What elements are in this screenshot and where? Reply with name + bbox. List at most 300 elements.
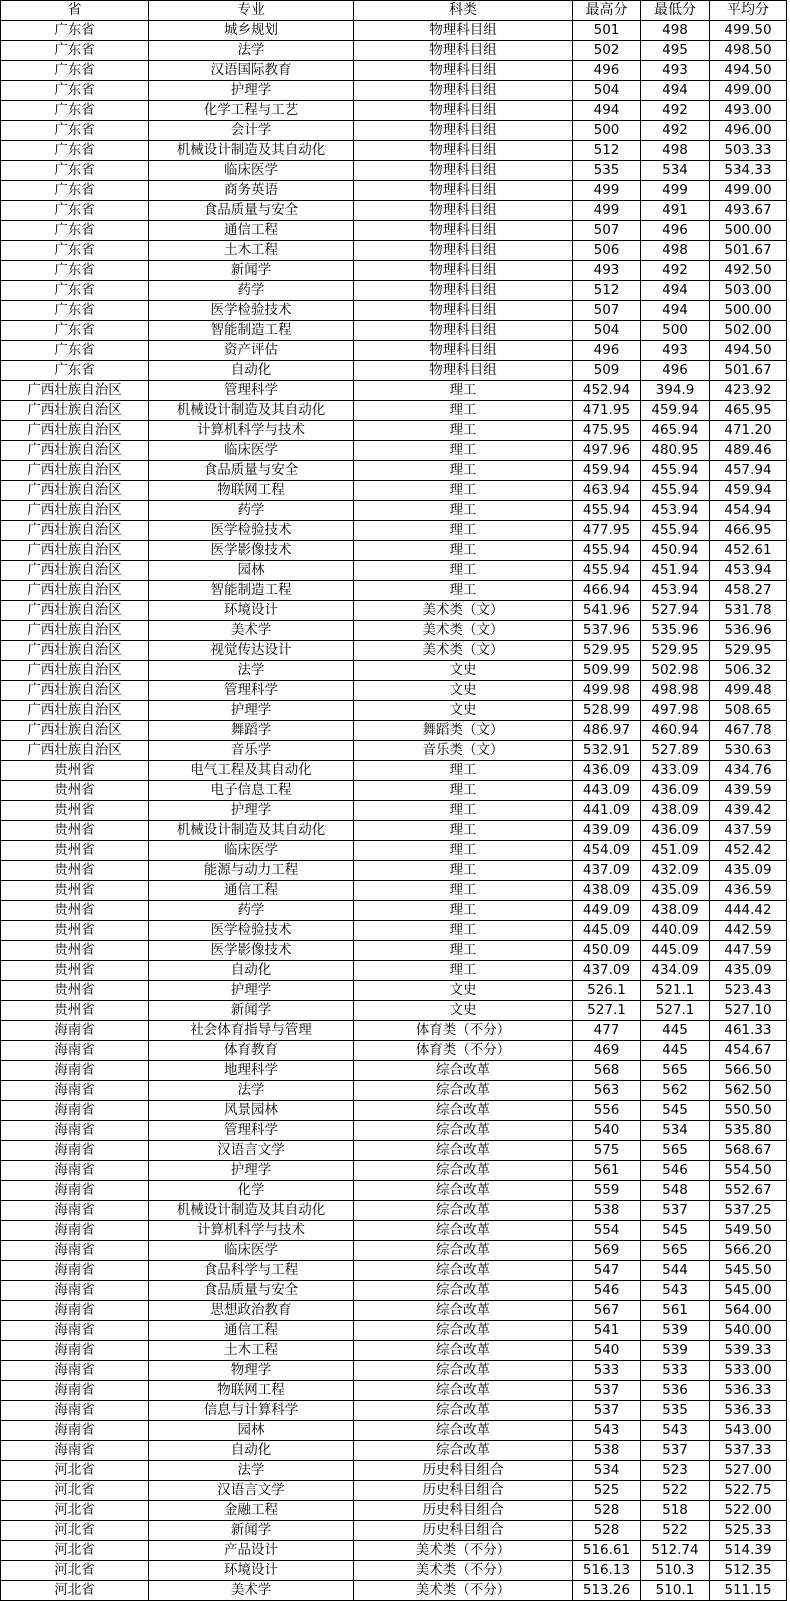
table-row: [1, 201, 787, 221]
cell-min-score: 455.94: [641, 481, 710, 501]
table-row: [1, 161, 787, 181]
cell-max-score: 477: [573, 1021, 641, 1041]
cell-province: 海南省: [1, 1441, 149, 1461]
cell-max-score: 512: [573, 141, 641, 161]
cell-max-score: 441.09: [573, 801, 641, 821]
cell-avg-score: 434.76: [710, 761, 787, 781]
table-row: [1, 1501, 787, 1521]
table-row: [1, 281, 787, 301]
table-row: [1, 1401, 787, 1421]
cell-category: 理工: [354, 921, 573, 941]
table-row: [1, 861, 787, 881]
cell-max-score: 437.09: [573, 961, 641, 981]
cell-province: 河北省: [1, 1561, 149, 1581]
cell-major: 资产评估: [149, 341, 354, 361]
cell-avg-score: 529.95: [710, 641, 787, 661]
table-row: [1, 61, 787, 81]
cell-max-score: 497.96: [573, 441, 641, 461]
cell-max-score: 486.97: [573, 721, 641, 741]
cell-max-score: 516.13: [573, 1561, 641, 1581]
cell-category: 理工: [354, 481, 573, 501]
cell-max-score: 436.09: [573, 761, 641, 781]
cell-category: 历史科目组合: [354, 1481, 573, 1501]
cell-province: 广东省: [1, 21, 149, 41]
cell-major: 通信工程: [149, 881, 354, 901]
cell-min-score: 543: [641, 1281, 710, 1301]
cell-category: 理工: [354, 801, 573, 821]
cell-avg-score: 564.00: [710, 1301, 787, 1321]
cell-avg-score: 435.09: [710, 861, 787, 881]
table-row: [1, 1541, 787, 1561]
cell-province: 海南省: [1, 1341, 149, 1361]
cell-province: 广西壮族自治区: [1, 501, 149, 521]
table-row: [1, 101, 787, 121]
cell-avg-score: 537.25: [710, 1201, 787, 1221]
cell-avg-score: 566.50: [710, 1061, 787, 1081]
cell-max-score: 493: [573, 261, 641, 281]
table-row: [1, 1581, 787, 1601]
cell-min-score: 494: [641, 301, 710, 321]
cell-category: 综合改革: [354, 1101, 573, 1121]
cell-category: 物理科目组: [354, 81, 573, 101]
cell-min-score: 502.98: [641, 661, 710, 681]
cell-avg-score: 435.09: [710, 961, 787, 981]
cell-max-score: 499.98: [573, 681, 641, 701]
cell-major: 汉语言文学: [149, 1141, 354, 1161]
cell-province: 广西壮族自治区: [1, 741, 149, 761]
cell-max-score: 445.09: [573, 921, 641, 941]
cell-avg-score: 511.15: [710, 1581, 787, 1601]
table-row: [1, 1061, 787, 1081]
cell-min-score: 465.94: [641, 421, 710, 441]
cell-province: 广东省: [1, 321, 149, 341]
cell-avg-score: 523.43: [710, 981, 787, 1001]
cell-major: 自动化: [149, 961, 354, 981]
cell-category: 物理科目组: [354, 221, 573, 241]
cell-min-score: 521.1: [641, 981, 710, 1001]
cell-major: 计算机科学与技术: [149, 421, 354, 441]
cell-province: 河北省: [1, 1481, 149, 1501]
table-row: [1, 221, 787, 241]
cell-major: 通信工程: [149, 221, 354, 241]
cell-province: 广西壮族自治区: [1, 541, 149, 561]
cell-max-score: 438.09: [573, 881, 641, 901]
cell-major: 通信工程: [149, 1321, 354, 1341]
cell-max-score: 532.91: [573, 741, 641, 761]
cell-province: 贵州省: [1, 761, 149, 781]
cell-category: 物理科目组: [354, 161, 573, 181]
table-row: [1, 1261, 787, 1281]
cell-category: 理工: [354, 401, 573, 421]
cell-min-score: 565: [641, 1241, 710, 1261]
cell-category: 舞蹈类（文）: [354, 721, 573, 741]
cell-max-score: 556: [573, 1101, 641, 1121]
cell-major: 医学影像技术: [149, 941, 354, 961]
cell-province: 海南省: [1, 1421, 149, 1441]
table-row: [1, 1561, 787, 1581]
cell-category: 理工: [354, 881, 573, 901]
cell-min-score: 527.1: [641, 1001, 710, 1021]
cell-min-score: 436.09: [641, 781, 710, 801]
cell-avg-score: 493.67: [710, 201, 787, 221]
cell-max-score: 527.1: [573, 1001, 641, 1021]
cell-min-score: 543: [641, 1421, 710, 1441]
table-row: [1, 821, 787, 841]
cell-category: 物理科目组: [354, 61, 573, 81]
cell-avg-score: 499.50: [710, 21, 787, 41]
cell-category: 物理科目组: [354, 261, 573, 281]
table-row: [1, 1341, 787, 1361]
cell-major: 临床医学: [149, 441, 354, 461]
cell-max-score: 540: [573, 1341, 641, 1361]
cell-max-score: 568: [573, 1061, 641, 1081]
cell-min-score: 498: [641, 21, 710, 41]
table-row: [1, 1021, 787, 1041]
cell-avg-score: 457.94: [710, 461, 787, 481]
cell-min-score: 539: [641, 1341, 710, 1361]
cell-province: 广东省: [1, 81, 149, 101]
cell-min-score: 545: [641, 1101, 710, 1121]
cell-province: 海南省: [1, 1221, 149, 1241]
cell-category: 综合改革: [354, 1441, 573, 1461]
cell-avg-score: 489.46: [710, 441, 787, 461]
cell-avg-score: 537.33: [710, 1441, 787, 1461]
cell-major: 药学: [149, 501, 354, 521]
cell-max-score: 496: [573, 341, 641, 361]
cell-max-score: 559: [573, 1181, 641, 1201]
table-row: [1, 1041, 787, 1061]
cell-major: 物联网工程: [149, 1381, 354, 1401]
cell-max-score: 502: [573, 41, 641, 61]
cell-province: 河北省: [1, 1541, 149, 1561]
table-row: [1, 1521, 787, 1541]
table-row: [1, 461, 787, 481]
cell-province: 广西壮族自治区: [1, 661, 149, 681]
cell-major: 商务英语: [149, 181, 354, 201]
cell-category: 综合改革: [354, 1401, 573, 1421]
cell-max-score: 535: [573, 161, 641, 181]
cell-province: 广西壮族自治区: [1, 421, 149, 441]
cell-avg-score: 458.27: [710, 581, 787, 601]
cell-category: 综合改革: [354, 1181, 573, 1201]
cell-min-score: 539: [641, 1321, 710, 1341]
table-row: [1, 1281, 787, 1301]
cell-min-score: 493: [641, 61, 710, 81]
cell-province: 河北省: [1, 1461, 149, 1481]
cell-max-score: 463.94: [573, 481, 641, 501]
cell-province: 贵州省: [1, 781, 149, 801]
cell-min-score: 497.98: [641, 701, 710, 721]
cell-avg-score: 499.00: [710, 181, 787, 201]
cell-avg-score: 550.50: [710, 1101, 787, 1121]
table-row: [1, 901, 787, 921]
cell-province: 贵州省: [1, 881, 149, 901]
cell-min-score: 496: [641, 221, 710, 241]
cell-province: 海南省: [1, 1041, 149, 1061]
cell-min-score: 495: [641, 41, 710, 61]
cell-major: 护理学: [149, 1161, 354, 1181]
cell-major: 汉语言文学: [149, 1481, 354, 1501]
cell-max-score: 507: [573, 301, 641, 321]
cell-category: 文史: [354, 701, 573, 721]
cell-province: 海南省: [1, 1301, 149, 1321]
cell-major: 食品质量与安全: [149, 1281, 354, 1301]
cell-major: 自动化: [149, 1441, 354, 1461]
cell-province: 贵州省: [1, 941, 149, 961]
cell-max-score: 437.09: [573, 861, 641, 881]
cell-province: 广西壮族自治区: [1, 681, 149, 701]
table-row: [1, 1241, 787, 1261]
table-row: [1, 1101, 787, 1121]
cell-max-score: 450.09: [573, 941, 641, 961]
cell-avg-score: 492.50: [710, 261, 787, 281]
cell-avg-score: 500.00: [710, 301, 787, 321]
cell-min-score: 453.94: [641, 501, 710, 521]
cell-min-score: 523: [641, 1461, 710, 1481]
cell-max-score: 499: [573, 181, 641, 201]
cell-category: 综合改革: [354, 1301, 573, 1321]
cell-province: 广东省: [1, 241, 149, 261]
cell-max-score: 525: [573, 1481, 641, 1501]
cell-avg-score: 503.00: [710, 281, 787, 301]
cell-avg-score: 533.00: [710, 1361, 787, 1381]
cell-max-score: 439.09: [573, 821, 641, 841]
cell-min-score: 534: [641, 1121, 710, 1141]
cell-max-score: 469: [573, 1041, 641, 1061]
cell-min-score: 529.95: [641, 641, 710, 661]
cell-min-score: 459.94: [641, 401, 710, 421]
cell-province: 广东省: [1, 221, 149, 241]
cell-avg-score: 493.00: [710, 101, 787, 121]
cell-category: 综合改革: [354, 1141, 573, 1161]
header-major: 专业: [149, 1, 354, 21]
cell-major: 食品科学与工程: [149, 1261, 354, 1281]
cell-avg-score: 545.50: [710, 1261, 787, 1281]
cell-max-score: 561: [573, 1161, 641, 1181]
cell-avg-score: 499.00: [710, 81, 787, 101]
cell-min-score: 512.74: [641, 1541, 710, 1561]
cell-max-score: 499: [573, 201, 641, 221]
cell-avg-score: 498.50: [710, 41, 787, 61]
cell-major: 药学: [149, 901, 354, 921]
cell-min-score: 440.09: [641, 921, 710, 941]
cell-province: 海南省: [1, 1321, 149, 1341]
cell-category: 物理科目组: [354, 361, 573, 381]
cell-avg-score: 436.59: [710, 881, 787, 901]
cell-province: 广西壮族自治区: [1, 581, 149, 601]
cell-category: 理工: [354, 381, 573, 401]
cell-major: 法学: [149, 1461, 354, 1481]
cell-major: 食品质量与安全: [149, 201, 354, 221]
table-row: [1, 1321, 787, 1341]
cell-avg-score: 459.94: [710, 481, 787, 501]
cell-major: 新闻学: [149, 1521, 354, 1541]
table-row: [1, 21, 787, 41]
cell-avg-score: 525.33: [710, 1521, 787, 1541]
cell-max-score: 546: [573, 1281, 641, 1301]
cell-province: 广西壮族自治区: [1, 461, 149, 481]
cell-max-score: 526.1: [573, 981, 641, 1001]
cell-min-score: 394.9: [641, 381, 710, 401]
cell-province: 广西壮族自治区: [1, 561, 149, 581]
cell-province: 广西壮族自治区: [1, 701, 149, 721]
cell-avg-score: 527.00: [710, 1461, 787, 1481]
cell-province: 海南省: [1, 1381, 149, 1401]
cell-max-score: 512: [573, 281, 641, 301]
cell-category: 物理科目组: [354, 21, 573, 41]
table-row: [1, 661, 787, 681]
table-row: [1, 1121, 787, 1141]
cell-major: 护理学: [149, 81, 354, 101]
header-province: 省: [1, 1, 149, 21]
cell-avg-score: 437.59: [710, 821, 787, 841]
cell-avg-score: 535.80: [710, 1121, 787, 1141]
cell-avg-score: 512.35: [710, 1561, 787, 1581]
cell-province: 广东省: [1, 301, 149, 321]
cell-min-score: 548: [641, 1181, 710, 1201]
cell-min-score: 510.3: [641, 1561, 710, 1581]
table-row: [1, 921, 787, 941]
table-row: [1, 1481, 787, 1501]
cell-max-score: 547: [573, 1261, 641, 1281]
cell-major: 能源与动力工程: [149, 861, 354, 881]
table-row: [1, 501, 787, 521]
cell-avg-score: 461.33: [710, 1021, 787, 1041]
cell-province: 广东省: [1, 181, 149, 201]
cell-major: 法学: [149, 661, 354, 681]
cell-category: 理工: [354, 781, 573, 801]
cell-max-score: 538: [573, 1441, 641, 1461]
cell-avg-score: 447.59: [710, 941, 787, 961]
cell-avg-score: 500.00: [710, 221, 787, 241]
cell-min-score: 436.09: [641, 821, 710, 841]
cell-category: 理工: [354, 941, 573, 961]
cell-avg-score: 439.59: [710, 781, 787, 801]
table-row: [1, 941, 787, 961]
cell-category: 理工: [354, 561, 573, 581]
cell-province: 海南省: [1, 1281, 149, 1301]
cell-avg-score: 539.33: [710, 1341, 787, 1361]
cell-min-score: 498: [641, 241, 710, 261]
table-row: [1, 141, 787, 161]
cell-category: 物理科目组: [354, 121, 573, 141]
cell-min-score: 565: [641, 1141, 710, 1161]
cell-major: 机械设计制造及其自动化: [149, 821, 354, 841]
cell-max-score: 537: [573, 1381, 641, 1401]
cell-avg-score: 562.50: [710, 1081, 787, 1101]
table-row: [1, 1161, 787, 1181]
cell-province: 广西壮族自治区: [1, 481, 149, 501]
cell-min-score: 492: [641, 101, 710, 121]
cell-max-score: 528: [573, 1501, 641, 1521]
cell-min-score: 545: [641, 1221, 710, 1241]
cell-max-score: 455.94: [573, 501, 641, 521]
cell-max-score: 501: [573, 21, 641, 41]
cell-category: 体育类（不分）: [354, 1041, 573, 1061]
cell-avg-score: 494.50: [710, 61, 787, 81]
cell-province: 广东省: [1, 281, 149, 301]
cell-major: 会计学: [149, 121, 354, 141]
cell-major: 临床医学: [149, 1241, 354, 1261]
cell-avg-score: 545.00: [710, 1281, 787, 1301]
cell-avg-score: 496.00: [710, 121, 787, 141]
cell-min-score: 492: [641, 121, 710, 141]
cell-min-score: 453.94: [641, 581, 710, 601]
cell-avg-score: 527.10: [710, 1001, 787, 1021]
cell-major: 管理科学: [149, 681, 354, 701]
cell-category: 美术类（文）: [354, 601, 573, 621]
cell-min-score: 493: [641, 341, 710, 361]
cell-category: 物理科目组: [354, 281, 573, 301]
cell-avg-score: 501.67: [710, 241, 787, 261]
table-row: [1, 321, 787, 341]
cell-category: 文史: [354, 661, 573, 681]
cell-min-score: 445: [641, 1041, 710, 1061]
table-row: [1, 441, 787, 461]
cell-major: 电气工程及其自动化: [149, 761, 354, 781]
cell-major: 新闻学: [149, 1001, 354, 1021]
cell-major: 新闻学: [149, 261, 354, 281]
cell-province: 海南省: [1, 1021, 149, 1041]
cell-avg-score: 454.67: [710, 1041, 787, 1061]
cell-major: 管理科学: [149, 381, 354, 401]
cell-min-score: 565: [641, 1061, 710, 1081]
cell-avg-score: 471.20: [710, 421, 787, 441]
cell-category: 音乐类（文）: [354, 741, 573, 761]
cell-max-score: 443.09: [573, 781, 641, 801]
cell-avg-score: 439.42: [710, 801, 787, 821]
cell-max-score: 509.99: [573, 661, 641, 681]
cell-category: 物理科目组: [354, 141, 573, 161]
cell-avg-score: 530.63: [710, 741, 787, 761]
cell-min-score: 445: [641, 1021, 710, 1041]
table-row: [1, 1201, 787, 1221]
cell-avg-score: 467.78: [710, 721, 787, 741]
cell-min-score: 527.94: [641, 601, 710, 621]
cell-min-score: 546: [641, 1161, 710, 1181]
cell-max-score: 507: [573, 221, 641, 241]
cell-major: 城乡规划: [149, 21, 354, 41]
cell-max-score: 496: [573, 61, 641, 81]
cell-category: 综合改革: [354, 1161, 573, 1181]
cell-major: 金融工程: [149, 1501, 354, 1521]
cell-min-score: 434.09: [641, 961, 710, 981]
cell-min-score: 500: [641, 321, 710, 341]
cell-major: 机械设计制造及其自动化: [149, 1201, 354, 1221]
cell-major: 地理科学: [149, 1061, 354, 1081]
cell-max-score: 506: [573, 241, 641, 261]
table-row: [1, 1001, 787, 1021]
cell-avg-score: 549.50: [710, 1221, 787, 1241]
cell-avg-score: 531.78: [710, 601, 787, 621]
cell-major: 临床医学: [149, 841, 354, 861]
header-avg-score: 平均分: [710, 1, 787, 21]
cell-avg-score: 502.00: [710, 321, 787, 341]
cell-province: 广东省: [1, 361, 149, 381]
table-row: [1, 1421, 787, 1441]
cell-province: 广东省: [1, 201, 149, 221]
cell-avg-score: 453.94: [710, 561, 787, 581]
cell-major: 土木工程: [149, 241, 354, 261]
cell-province: 海南省: [1, 1121, 149, 1141]
cell-major: 汉语国际教育: [149, 61, 354, 81]
cell-min-score: 562: [641, 1081, 710, 1101]
cell-max-score: 454.09: [573, 841, 641, 861]
cell-category: 美术类（不分）: [354, 1561, 573, 1581]
cell-major: 物理学: [149, 1361, 354, 1381]
cell-min-score: 561: [641, 1301, 710, 1321]
table-row: [1, 401, 787, 421]
